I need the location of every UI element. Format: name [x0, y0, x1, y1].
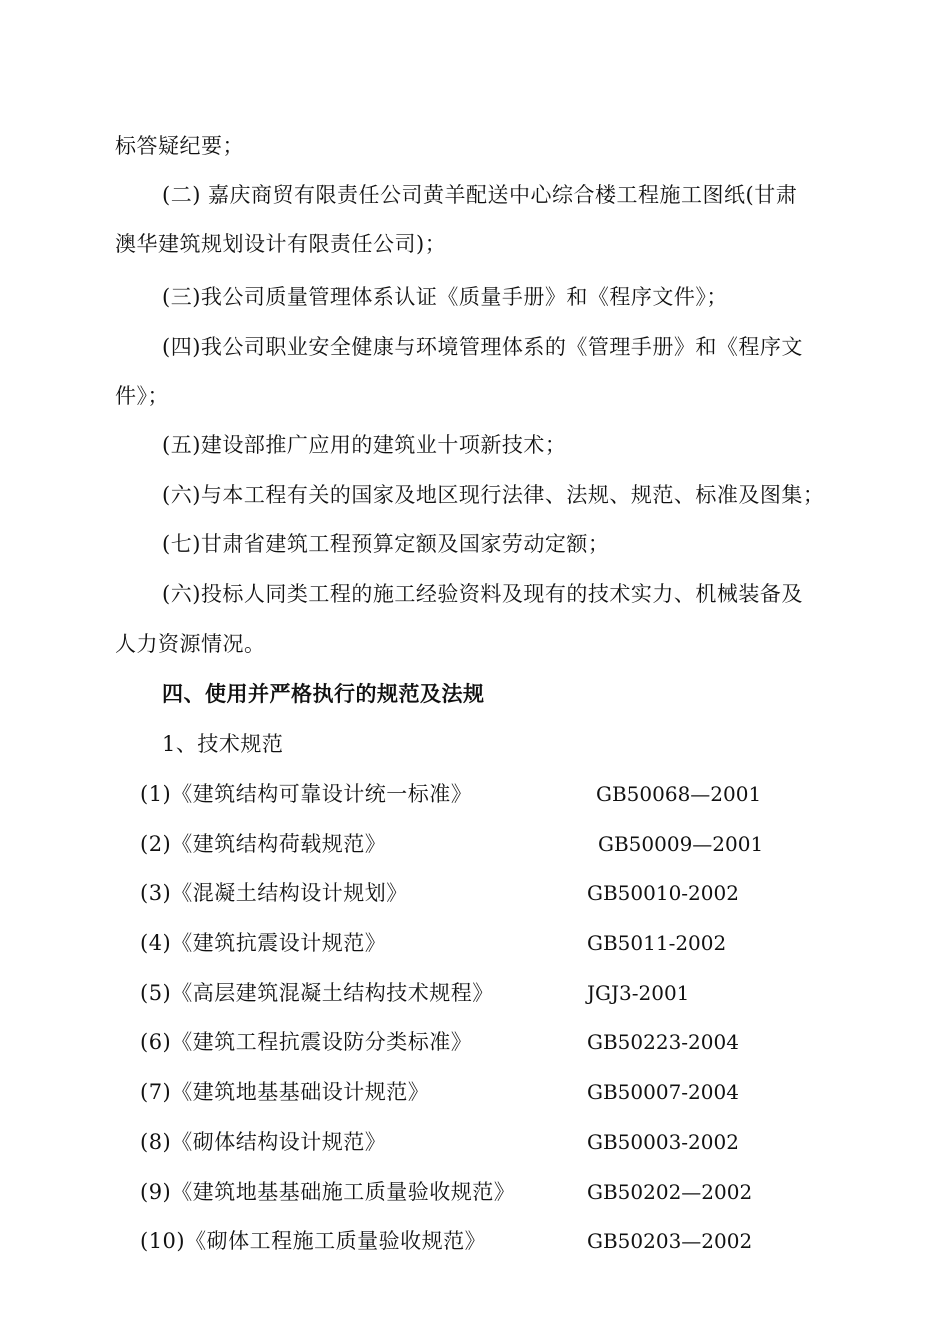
- standard-title: (6)《建筑工程抗震设防分类标准》: [140, 1030, 473, 1054]
- standard-title: (2)《建筑结构荷载规范》: [140, 832, 387, 856]
- standard-row: [0, 878, 950, 908]
- paragraph-line: (二) 嘉庆商贸有限责任公司黄羊配送中心综合楼工程施工图纸(甘肃: [162, 183, 798, 207]
- standard-code: GB50068—2001: [596, 782, 762, 806]
- standard-code: GB50010-2002: [587, 881, 739, 905]
- paragraph-line: (五)建设部推广应用的建筑业十项新技术；: [162, 433, 567, 457]
- standard-row: [0, 1226, 950, 1256]
- standard-title: (4)《建筑抗震设计规范》: [140, 931, 387, 955]
- standard-title: (10)《砌体工程施工质量验收规范》: [140, 1229, 487, 1253]
- standard-title: (7)《建筑地基基础设计规范》: [140, 1080, 430, 1104]
- paragraph-line: (四)我公司职业安全健康与环境管理体系的《管理手册》和《程序文: [162, 335, 803, 359]
- standard-row: [0, 928, 950, 958]
- standard-title: (9)《建筑地基基础施工质量验收规范》: [140, 1180, 516, 1204]
- standard-code: GB50009—2001: [598, 832, 764, 856]
- paragraph-line: (七)甘肃省建筑工程预算定额及国家劳动定额；: [162, 532, 610, 556]
- subheading: 1、技术规范: [162, 732, 284, 756]
- paragraph-line: (六)投标人同类工程的施工经验资料及现有的技术实力、机械装备及: [162, 582, 803, 606]
- standard-row: [0, 779, 950, 809]
- standard-row: [0, 829, 950, 859]
- standard-row: [0, 1177, 950, 1207]
- standard-title: (5)《高层建筑混凝土结构技术规程》: [140, 981, 494, 1005]
- standard-row: [0, 1077, 950, 1107]
- paragraph-line: 人力资源情况。: [115, 632, 266, 656]
- paragraph-line: 件》；: [115, 384, 169, 408]
- standard-code: GB50007-2004: [587, 1080, 739, 1104]
- standard-code: GB50202—2002: [587, 1180, 753, 1204]
- paragraph-line: 标答疑纪要；: [115, 134, 244, 158]
- standard-code: GB50223-2004: [587, 1030, 739, 1054]
- standard-code: GB50203—2002: [587, 1229, 753, 1253]
- standard-row: [0, 978, 950, 1008]
- paragraph-line: 澳华建筑规划设计有限责任公司)；: [115, 232, 447, 256]
- paragraph-line: (六)与本工程有关的国家及地区现行法律、法规、规范、标准及图集；: [162, 483, 825, 507]
- section-heading: 四、使用并严格执行的规范及法规: [162, 682, 485, 706]
- standard-row: [0, 1027, 950, 1057]
- standard-code: GB50003-2002: [587, 1130, 739, 1154]
- standard-title: (1)《建筑结构可靠设计统一标准》: [140, 782, 473, 806]
- paragraph-line: (三)我公司质量管理体系认证《质量手册》和《程序文件》；: [162, 285, 728, 309]
- standard-title: (8)《砌体结构设计规范》: [140, 1130, 387, 1154]
- standard-code: JGJ3-2001: [587, 981, 690, 1005]
- standard-title: (3)《混凝土结构设计规划》: [140, 881, 408, 905]
- standard-code: GB5011-2002: [587, 931, 727, 955]
- standard-row: [0, 1127, 950, 1157]
